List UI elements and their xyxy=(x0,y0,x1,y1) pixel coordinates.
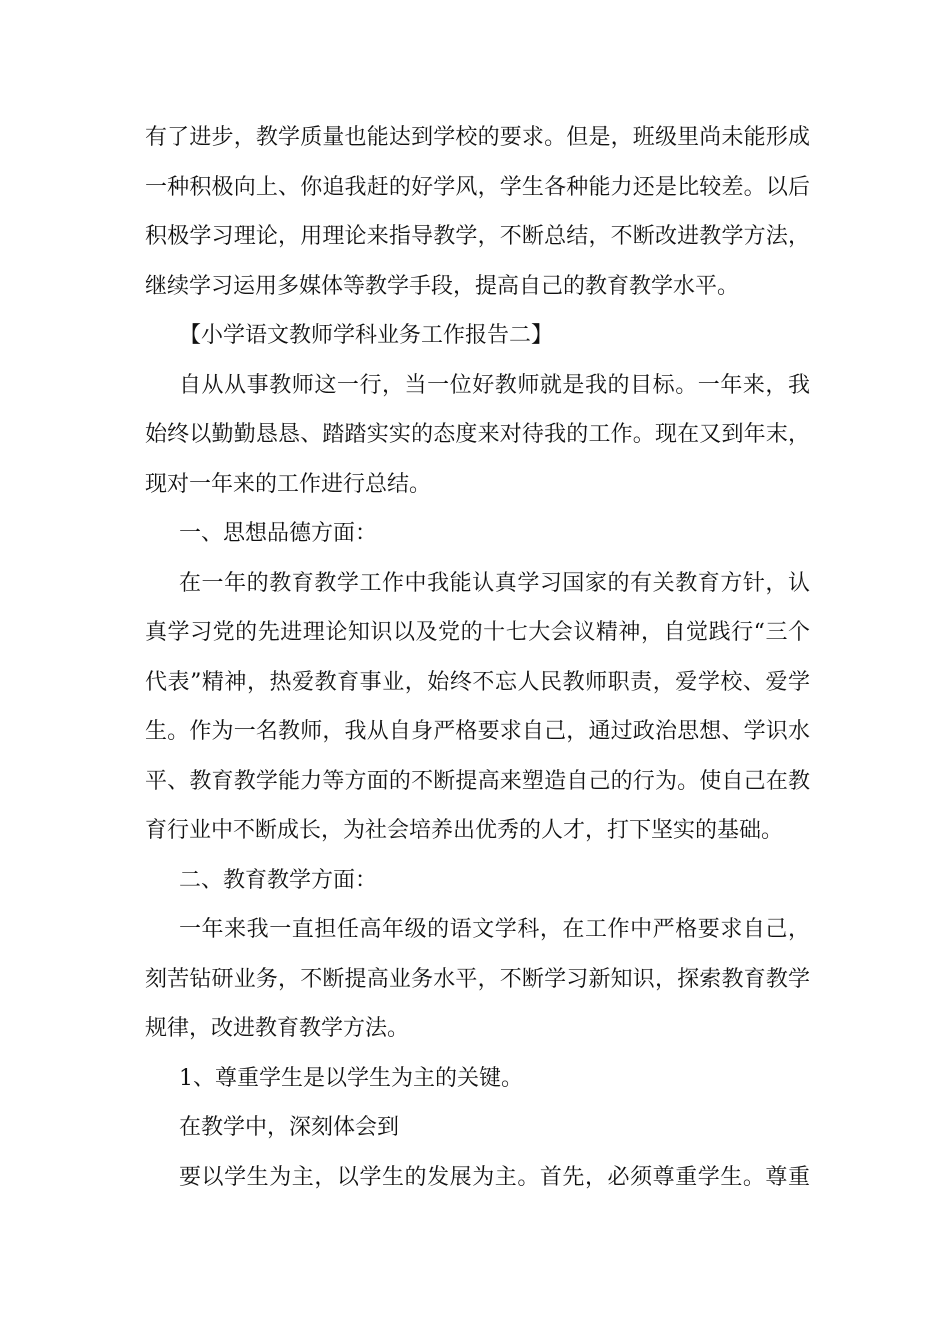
text-line: 要以学生为主，以学生的发展为主。首先，必须尊重学生。尊重 xyxy=(179,1164,810,1190)
text-line: 一年来我一直担任高年级的语文学科，在工作中严格要求自己， xyxy=(179,917,810,942)
section-heading: 二、教育教学方面： xyxy=(179,867,378,893)
text-line: 规律，改进教育教学方法。 xyxy=(145,1016,410,1041)
text-line: 始终以勤勤恳恳、踏踏实实的态度来对待我的工作。现在又到年末， xyxy=(145,422,810,447)
text-line: 生。作为一名教师，我从自身严格要求自己，通过政治思想、学识水 xyxy=(145,719,810,744)
heading-ideology xyxy=(145,509,810,559)
text-line: 自从从事教师这一行，当一位好教师就是我的目标。一年来，我 xyxy=(179,372,810,398)
document-body xyxy=(145,113,810,1202)
text-line: 平、教育教学能力等方面的不断提高来塑造自己的行为。使自己在教 xyxy=(145,768,810,794)
paragraph-respect-b xyxy=(145,1153,810,1203)
text-line: 在教学中，深刻体会到 xyxy=(179,1115,400,1140)
subsection-heading: 1、尊重学生是以学生为主的关键。 xyxy=(179,1065,523,1091)
text-line: 在一年的教育教学工作中我能认真学习国家的有关教育方针，认 xyxy=(179,570,810,596)
section-title xyxy=(145,311,810,361)
paragraph-ideology xyxy=(145,559,810,856)
section-heading: 一、思想品德方面： xyxy=(179,521,378,546)
subheading-respect xyxy=(145,1054,810,1104)
text-line: 刻苦钻研业务，不断提高业务水平，不断学习新知识，探索教育教学 xyxy=(145,966,810,992)
report-title: 【小学语文教师学科业务工作报告二】 xyxy=(179,323,554,348)
text-line: 有了进步，教学质量也能达到学校的要求。但是，班级里尚未能形成 xyxy=(145,125,810,150)
text-line: 代表”精神，热爱教育事业，始终不忘人民教师职责，爱学校、爱学 xyxy=(145,669,810,695)
text-line: 一种积极向上、你追我赶的好学风，学生各种能力还是比较差。以后 xyxy=(145,174,810,200)
paragraph-teaching xyxy=(145,905,810,1054)
paragraph-continuation xyxy=(145,113,810,311)
paragraph-respect-a xyxy=(145,1103,810,1153)
text-line: 现对一年来的工作进行总结。 xyxy=(145,471,432,497)
text-line: 育行业中不断成长，为社会培养出优秀的人才，打下坚实的基础。 xyxy=(145,818,784,843)
text-line: 真学习党的先进理论知识以及党的十七大会议精神，自觉践行“三个 xyxy=(145,620,810,645)
text-line: 继续学习运用多媒体等教学手段，提高自己的教育教学水平。 xyxy=(145,273,740,299)
paragraph-intro xyxy=(145,361,810,510)
heading-teaching xyxy=(145,856,810,906)
text-line: 积极学习理论，用理论来指导教学，不断总结，不断改进教学方法， xyxy=(145,224,810,249)
